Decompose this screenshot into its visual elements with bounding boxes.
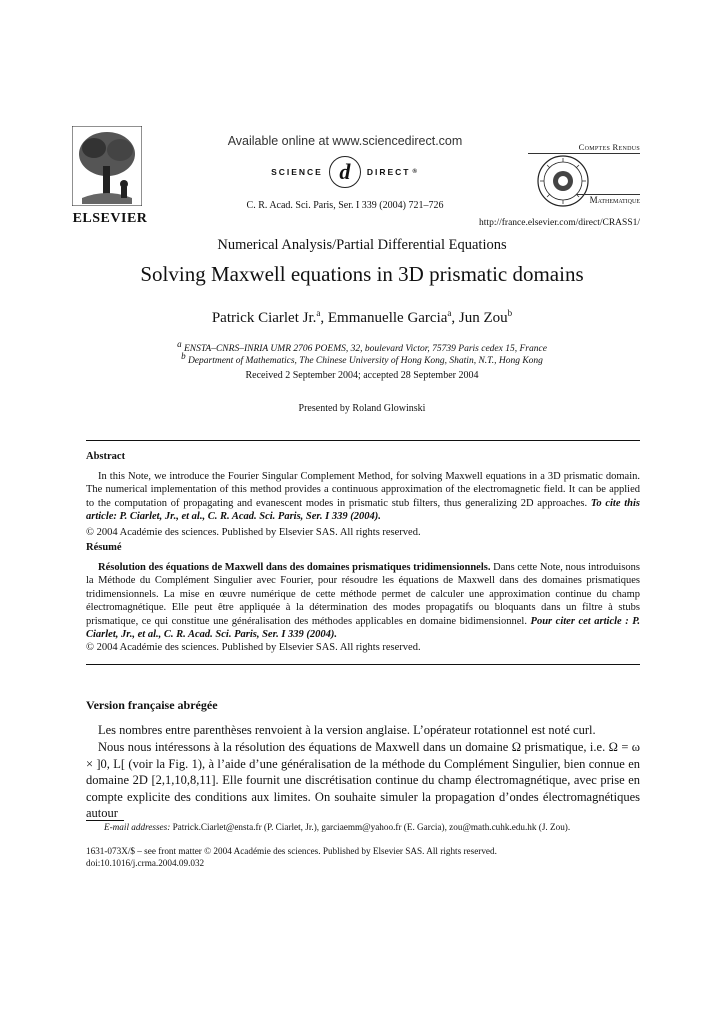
elsevier-logo xyxy=(62,126,158,226)
abstract-heading: Abstract xyxy=(86,451,126,462)
sciencedirect-logo xyxy=(200,156,490,188)
abstract-cite: To cite this article: P. Ciarlet, Jr., et al., C. R. Acad. Sci. Paris, Ser. I 339 (2004). xyxy=(86,497,640,523)
abstract-copyright: © 2004 Académie des sciences. Published by Elsevier SAS. All rights reserved. xyxy=(86,527,421,538)
elsevier-tree-icon xyxy=(72,126,142,206)
french-paragraph-2: Nous nous intéressons à la résolution des équations de Maxwell dans un domaine Ω prismatique, i.e. Ω = ω × ]0, L[ (voir la Fig. 1), à l’aide d’une généralisation de la méthode du Complément Singulier, bien connue en domaine 2D [2,1,10,8,11]. Elle fournit une discrétisation continue du champ électromagnétique, avec prise en compte explicite des conditions aux limites. On souhaite simuler la propagation d’ondes électromagnétiques autour xyxy=(86,740,640,820)
author-sup: a xyxy=(447,308,452,318)
sd-mark-icon xyxy=(329,156,361,188)
sd-right-text: DIRECT xyxy=(366,167,411,177)
divider xyxy=(86,664,640,665)
article-title: Solving Maxwell equations in 3D prismatic domains xyxy=(140,262,584,286)
doi-line[interactable]: doi:10.1016/j.crma.2004.09.032 xyxy=(86,858,205,868)
header-center xyxy=(200,134,490,211)
author-sep: , xyxy=(320,310,328,326)
affiliation-sup: a xyxy=(177,339,182,349)
french-paragraph-1: Les nombres entre parenthèses renvoient à la version anglaise. L’opérateur rotationnel est noté curl. xyxy=(98,723,596,737)
issn-line: 1631-073X/$ – see front matter © 2004 Académie des sciences. Published by Elsevier SAS. All rights reserved. xyxy=(86,846,497,856)
elsevier-wordmark: ELSEVIER xyxy=(72,211,148,226)
presented-by: Presented by Roland Glowinski xyxy=(298,403,426,414)
footnote-emails xyxy=(104,822,570,832)
footnote-text: Patrick.Ciarlet@ensta.fr (P. Ciarlet, Jr.), garciaemm@yahoo.fr (E. Garcia), zou@math.cuhk.edu.hk (J. Zou). xyxy=(170,822,571,832)
affiliation-text: ENSTA–CNRS–INRIA UMR 2706 POEMS, 32, boulevard Victor, 75739 Paris cedex 15, France xyxy=(183,344,547,355)
resume-cite: Pour citer cet article : P. Ciarlet, Jr., et al., C. R. Acad. Sci. Paris, Ser. I 339 (2004). xyxy=(86,615,640,641)
resume-text: Dans cette Note, nous introduisons la Méthode du Complément Singulier avec Fourier, pour résoudre les équations de Maxwell dans des domaines prismatiques tridimensionnels. La mise en œuvre numérique de cette méthode permet de calculer une approximation continue du champ électromagnétique. Elle peut être appliquée à la détermination des modes propagatifs ou bloquants dans un filtre à stubs prismatique, ce qui constitue une généralisation des méthodes applicables en domaine bidimensionnel. xyxy=(86,562,640,627)
available-online-text: Available online at www.sciencedirect.com xyxy=(227,134,463,148)
affiliation-sup: b xyxy=(181,351,186,361)
journal-top-label: Comptes Rendus xyxy=(528,142,640,154)
received-dates: Received 2 September 2004; accepted 28 September 2004 xyxy=(245,370,479,381)
author-name: Jun Zou xyxy=(458,310,508,326)
resume-heading: Résumé xyxy=(86,542,122,553)
resume-body xyxy=(86,561,640,641)
resume-lead: Résolution des équations de Maxwell dans des domaines prismatiques tridimensionnels. xyxy=(98,562,491,573)
author-sup: a xyxy=(316,308,321,318)
resume-copyright: © 2004 Académie des sciences. Published by Elsevier SAS. All rights reserved. xyxy=(86,642,421,653)
author-name: Emmanuelle Garcia xyxy=(327,310,448,326)
comptes-rendus-logo xyxy=(528,142,640,210)
sd-registered: ® xyxy=(412,169,419,175)
section-heading: Numerical Analysis/Partial Differential Equations xyxy=(217,237,507,253)
sd-mark-letter: d xyxy=(339,159,351,184)
author-sep: , xyxy=(451,310,459,326)
journal-bottom-label: Mathematique xyxy=(576,194,640,205)
journal-url[interactable]: http://france.elsevier.com/direct/CRASS1/ xyxy=(479,218,640,228)
abstract-text: In this Note, we introduce the Fourier Singular Complement Method, for solving Maxwell equations in a 3D prismatic domain. The numerical implementation of this method provides a continuous approximation of the electromagnetic field. It can be applied to the computation of propagating and evanescent modes in prismatic stub filters, thus generalizing 2D approaches. xyxy=(86,471,640,509)
abstract-body xyxy=(86,470,640,524)
affiliation xyxy=(0,351,724,366)
journal-citation: C. R. Acad. Sci. Paris, Ser. I 339 (2004) 721–726 xyxy=(246,200,444,211)
author-name: Patrick Ciarlet Jr. xyxy=(211,310,317,326)
divider xyxy=(86,440,640,441)
sd-left-text: SCIENCE xyxy=(271,167,323,177)
author-sup: b xyxy=(507,308,513,318)
affiliation-text: Department of Mathematics, The Chinese University of Hong Kong, Shatin, N.T., Hong Kong xyxy=(187,356,543,367)
footnote-label: E-mail addresses: xyxy=(104,822,171,832)
french-version-heading: Version française abrégée xyxy=(86,698,218,712)
footnote-rule xyxy=(86,820,124,821)
author-list xyxy=(0,308,724,327)
